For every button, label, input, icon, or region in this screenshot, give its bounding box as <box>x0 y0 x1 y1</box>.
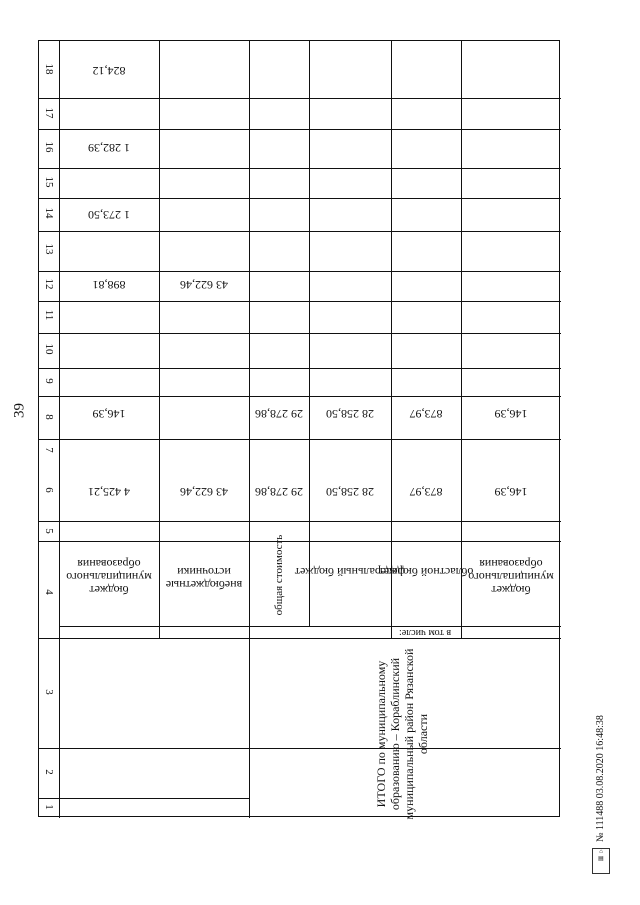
col-number: 2 <box>43 769 55 775</box>
cell-col12: 898,81 <box>92 278 126 292</box>
col-number: 12 <box>43 278 55 290</box>
v-tom-chisle-label: в том числе: <box>399 627 452 638</box>
col-number: 7 <box>43 447 55 453</box>
cell-col6: 29 278,86 <box>255 485 303 499</box>
cell-col14: 1 273,50 <box>88 208 130 222</box>
cell-col8: 146,39 <box>92 407 126 421</box>
cell-col6: 873,97 <box>409 485 443 499</box>
cell-col8: 146,39 <box>494 407 528 421</box>
col-number: 18 <box>43 63 55 75</box>
col-number: 17 <box>43 107 55 119</box>
cell-col6: 146,39 <box>494 485 528 499</box>
budget-table <box>38 40 560 820</box>
cell-col8: 873,97 <box>409 407 443 421</box>
cell-col18: 824,12 <box>92 64 126 78</box>
col-number: 8 <box>43 414 55 420</box>
row-label: бюджет муниципального образования <box>66 557 152 597</box>
cell-col6: 4 425,21 <box>88 485 130 499</box>
col-number: 11 <box>43 309 55 321</box>
col-number: 15 <box>43 176 55 188</box>
col-number: 16 <box>43 141 55 153</box>
cell-col12: 43 622,46 <box>180 278 228 292</box>
document-footer: № 111488 03.08.2020 16:48:38 <box>595 715 606 842</box>
col-number: 1 <box>43 804 55 810</box>
page-number: 39 <box>11 403 28 418</box>
row-label: общая стоимость <box>273 534 285 616</box>
stamp-icon: ⌂ ▤ <box>592 848 610 874</box>
row-label: бюджет муниципального образования <box>468 557 554 597</box>
cell-col8: 29 278,86 <box>255 407 303 421</box>
col-number: 13 <box>43 243 55 255</box>
col-number: 9 <box>43 378 55 384</box>
cell-col6: 43 622,46 <box>180 485 228 499</box>
cell-col8: 28 258,50 <box>326 407 374 421</box>
cell-col6: 28 258,50 <box>326 485 374 499</box>
col-number: 4 <box>43 589 55 595</box>
col-number: 10 <box>43 343 55 355</box>
col-number: 3 <box>43 689 55 695</box>
row-label: федеральный бюджет <box>294 565 406 579</box>
total-label: ИТОГО по муниципальному образованию – Кораблинский муниципальный район Рязанской области <box>374 648 430 820</box>
row-label: внебюджетные источники <box>165 565 243 592</box>
col-number: 14 <box>43 207 55 219</box>
col-number: 6 <box>43 487 55 493</box>
row-label: областной бюджет <box>378 565 474 579</box>
cell-col16: 1 282,39 <box>88 141 130 155</box>
col-number: 5 <box>43 528 55 534</box>
